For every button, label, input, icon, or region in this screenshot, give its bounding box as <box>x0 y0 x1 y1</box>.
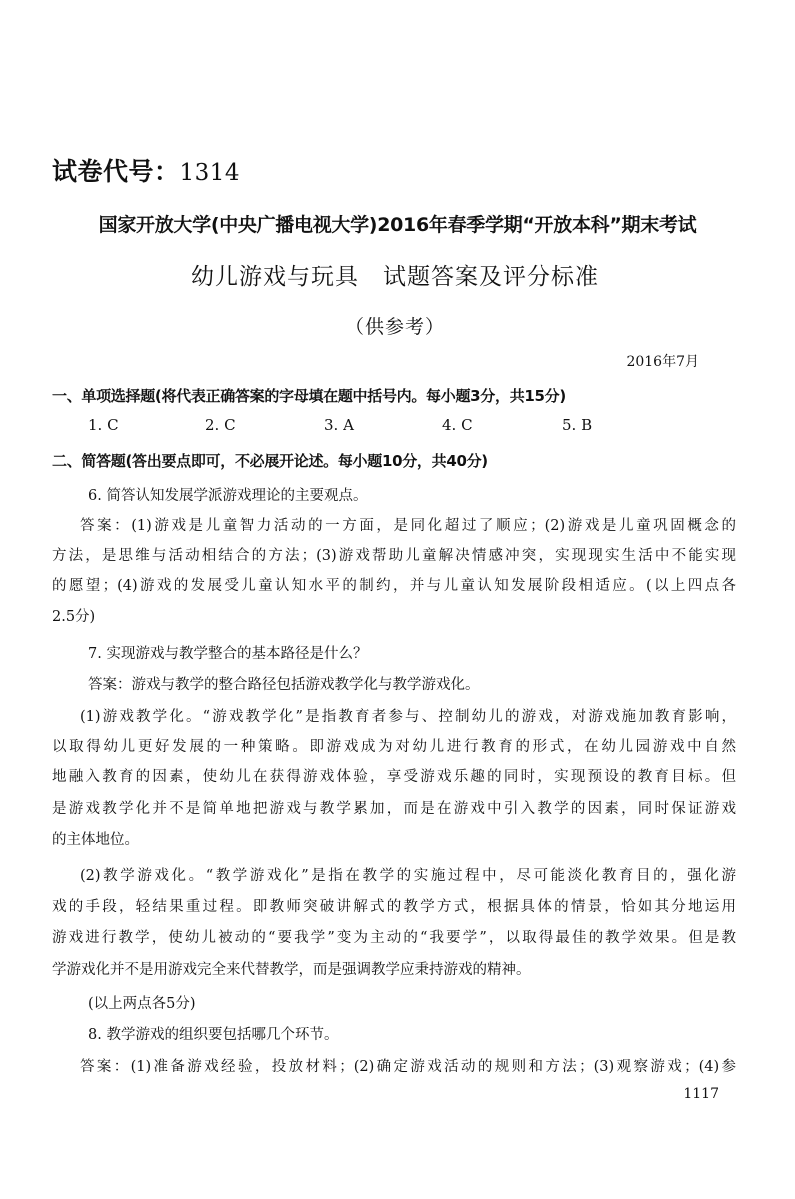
reference-note: （供参考） <box>344 316 445 338</box>
q8-answer-line: 答案：(1)准备游戏经验，投放材料；(2)确定游戏活动的规则和方法；(3)观察游戏；(4)参 <box>80 1059 736 1075</box>
q7-para1-line: 是游戏教学化并不是简单地把游戏与教学累加，而是在游戏中引入教学的因素，同时保证游戏 <box>52 801 736 817</box>
q7-para1-line: 的主体地位。 <box>52 832 139 848</box>
q6-answer-line: 的愿望；(4)游戏的发展受儿童认知水平的制约，并与儿童认知发展阶段相适应。(以上四点各 <box>52 578 736 594</box>
answer-2: 2. C <box>205 416 236 434</box>
page-number: 1117 <box>683 1086 719 1102</box>
q6-answer-line: 方法，是思维与活动相结合的方法；(3)游戏帮助儿童解决情感冲突，实现现实生活中不能实现 <box>52 548 736 564</box>
answer-1: 1. C <box>88 416 119 434</box>
q7-para2-line: 游戏进行教学，使幼儿被动的“要我学”变为主动的“我要学”，以取得最佳的教学效果。但是教 <box>52 930 736 946</box>
q7-score-note: (以上两点各5分) <box>88 996 196 1012</box>
q7-para2-line: 学游戏化并不是用游戏完全来代替教学，而是强调教学应秉持游戏的精神。 <box>52 962 531 978</box>
exam-date: 2016年7月 <box>626 354 699 370</box>
q6-answer-line: 2.5分) <box>52 609 96 625</box>
q7-para1-line: 以取得幼儿更好发展的一种策略。即游戏成为对幼儿进行教育的形式，在幼儿园游戏中自然 <box>52 739 736 755</box>
q7-para1-line: 地融入教育的因素，使幼儿在获得游戏体验，享受游戏乐趣的同时，实现预设的教育目标。但 <box>52 769 736 785</box>
paper-code-number: 1314 <box>179 160 241 186</box>
q7-answer-intro: 答案：游戏与教学的整合路径包括游戏教学化与教学游戏化。 <box>88 677 480 693</box>
section1-heading: 一、单项选择题(将代表正确答案的字母填在题中括号内。每小题3分，共15分) <box>52 387 566 405</box>
paper-code <box>52 152 240 188</box>
question-8: 8. 教学游戏的组织要包括哪几个环节。 <box>88 1027 339 1043</box>
question-7: 7. 实现游戏与教学整合的基本路径是什么？ <box>88 646 368 662</box>
section2-heading: 二、简答题(答出要点即可，不必展开论述。每小题10分，共40分) <box>52 452 488 470</box>
q6-answer-line: 答案：(1)游戏是儿童智力活动的一方面，是同化超过了顺应；(2)游戏是儿童巩固概念的 <box>80 518 736 534</box>
q7-para2-line: 戏的手段，轻结果重过程。即教师突破讲解式的教学方式，根据具体的情景，恰如其分地运用 <box>52 899 736 915</box>
question-6: 6. 简答认知发展学派游戏理论的主要观点。 <box>88 488 368 504</box>
answer-3: 3. A <box>324 416 354 434</box>
course-title: 幼儿游戏与玩具 试题答案及评分标准 <box>191 264 599 290</box>
q7-para2-line: (2)教学游戏化。“教学游戏化”是指在教学的实施过程中，尽可能淡化教育目的，强化游 <box>80 868 736 884</box>
q7-para1-line: (1)游戏教学化。“游戏教学化”是指教育者参与、控制幼儿的游戏，对游戏施加教育影响， <box>80 709 736 725</box>
answer-4: 4. C <box>442 416 473 434</box>
paper-code-label: 试卷代号： <box>52 157 180 186</box>
answer-5: 5. B <box>562 416 593 434</box>
exam-title: 国家开放大学(中央广播电视大学)2016年春季学期“开放本科”期末考试 <box>98 214 697 236</box>
